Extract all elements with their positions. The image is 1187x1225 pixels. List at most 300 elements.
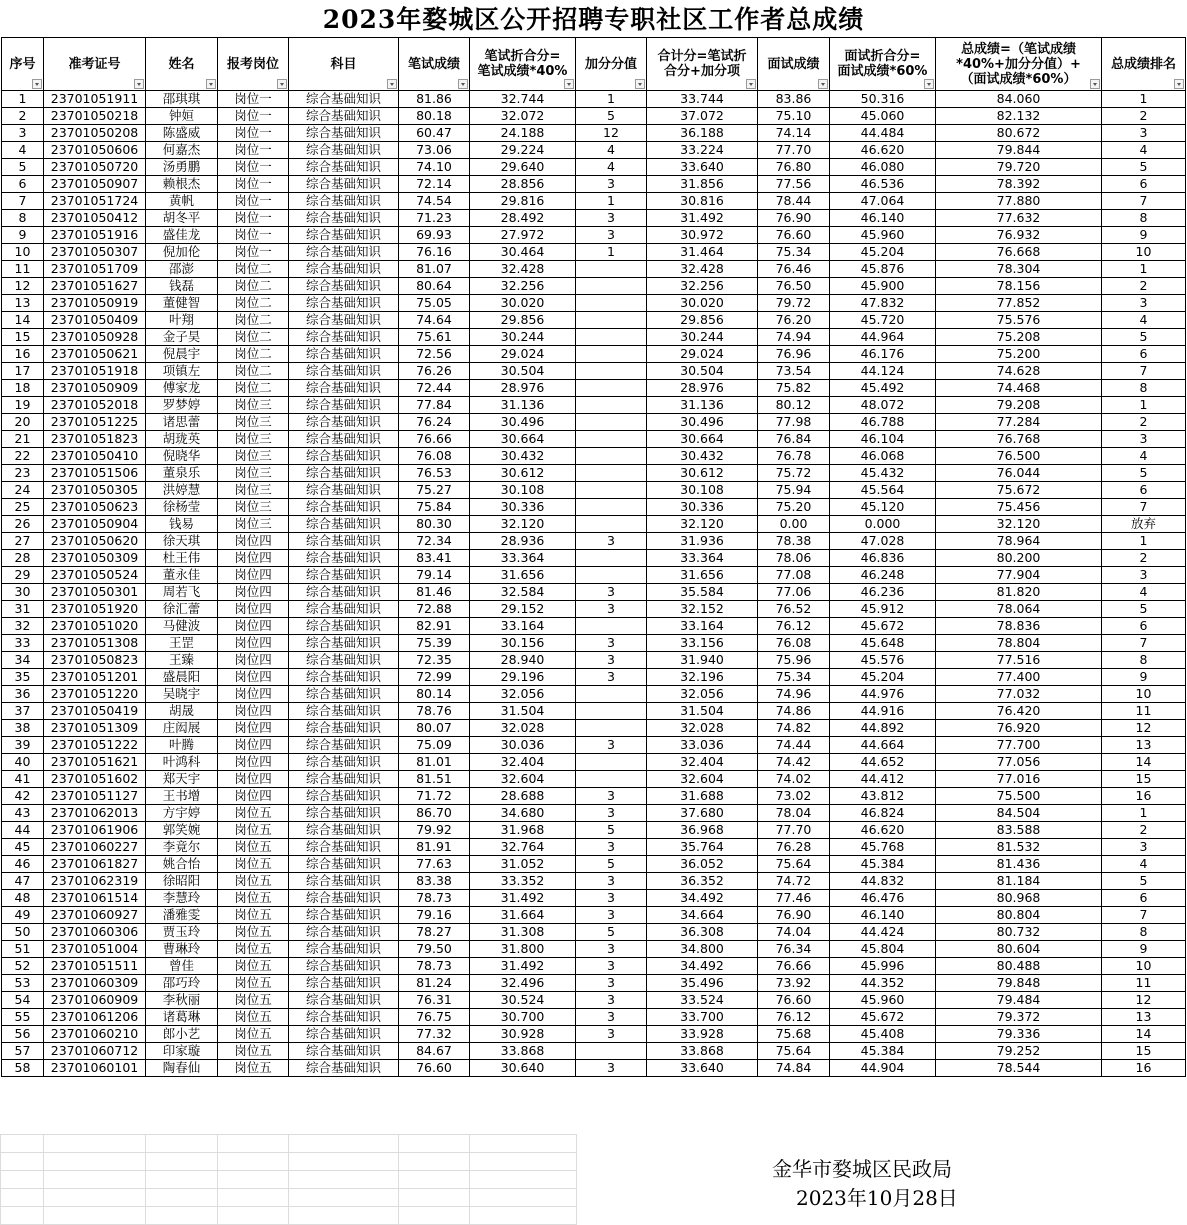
table-cell[interactable]: 45.960 <box>830 992 936 1009</box>
table-cell[interactable]: 30.108 <box>647 482 758 499</box>
table-cell[interactable]: 47.064 <box>830 193 936 210</box>
table-cell[interactable]: 80.07 <box>399 720 470 737</box>
table-cell[interactable]: 杜王伟 <box>146 550 218 567</box>
table-cell[interactable]: 23701050904 <box>44 516 146 533</box>
table-cell[interactable]: 5 <box>1102 873 1186 890</box>
table-cell[interactable]: 44.664 <box>830 737 936 754</box>
table-cell[interactable]: 46.788 <box>830 414 936 431</box>
table-cell[interactable]: 78.392 <box>936 176 1102 193</box>
table-cell[interactable]: 81.24 <box>399 975 470 992</box>
table-cell[interactable]: 郭笑婉 <box>146 822 218 839</box>
table-cell[interactable]: 岗位五 <box>218 992 289 1009</box>
table-cell[interactable]: 33 <box>2 635 44 652</box>
table-cell[interactable]: 33.224 <box>647 142 758 159</box>
table-cell[interactable]: 31.940 <box>647 652 758 669</box>
table-cell[interactable]: 曾佳 <box>146 958 218 975</box>
table-cell[interactable]: 74.86 <box>758 703 830 720</box>
table-cell[interactable]: 23701050301 <box>44 584 146 601</box>
table-cell[interactable]: 23701051220 <box>44 686 146 703</box>
table-cell[interactable]: 综合基础知识 <box>289 720 399 737</box>
table-cell[interactable]: 46.620 <box>830 822 936 839</box>
table-cell[interactable]: 76.50 <box>758 278 830 295</box>
table-cell[interactable]: 32.028 <box>647 720 758 737</box>
table-cell[interactable]: 方宇婷 <box>146 805 218 822</box>
table-cell[interactable]: 69.93 <box>399 227 470 244</box>
table-cell[interactable]: 52 <box>2 958 44 975</box>
table-cell[interactable] <box>576 295 647 312</box>
table-cell[interactable] <box>576 261 647 278</box>
table-cell[interactable]: 姚合怡 <box>146 856 218 873</box>
table-cell[interactable]: 5 <box>1102 159 1186 176</box>
filter-dropdown-icon[interactable] <box>1174 79 1184 89</box>
table-cell[interactable]: 78.836 <box>936 618 1102 635</box>
table-cell[interactable]: 王书增 <box>146 788 218 805</box>
table-cell[interactable]: 傅家龙 <box>146 380 218 397</box>
table-cell[interactable]: 23701050823 <box>44 652 146 669</box>
table-cell[interactable]: 岗位一 <box>218 227 289 244</box>
table-cell[interactable]: 81.91 <box>399 839 470 856</box>
table-cell[interactable]: 76.420 <box>936 703 1102 720</box>
table-cell[interactable]: 岗位五 <box>218 873 289 890</box>
table-cell[interactable]: 35.584 <box>647 584 758 601</box>
table-cell[interactable]: 77.32 <box>399 1026 470 1043</box>
table-cell[interactable]: 75.09 <box>399 737 470 754</box>
table-cell[interactable]: 8 <box>1102 210 1186 227</box>
table-cell[interactable]: 84.67 <box>399 1043 470 1060</box>
table-cell[interactable]: 45.120 <box>830 499 936 516</box>
table-cell[interactable]: 46.140 <box>830 210 936 227</box>
table-cell[interactable]: 79.208 <box>936 397 1102 414</box>
table-cell[interactable]: 80.672 <box>936 125 1102 142</box>
table-cell[interactable]: 29.024 <box>647 346 758 363</box>
table-cell[interactable]: 74.96 <box>758 686 830 703</box>
table-cell[interactable]: 综合基础知识 <box>289 176 399 193</box>
table-cell[interactable]: 78.44 <box>758 193 830 210</box>
table-cell[interactable]: 46.248 <box>830 567 936 584</box>
table-cell[interactable]: 综合基础知识 <box>289 261 399 278</box>
table-cell[interactable]: 7 <box>1102 907 1186 924</box>
table-cell[interactable]: 72.56 <box>399 346 470 363</box>
table-cell[interactable]: 23701050309 <box>44 550 146 567</box>
table-cell[interactable]: 23701051020 <box>44 618 146 635</box>
table-cell[interactable]: 综合基础知识 <box>289 1026 399 1043</box>
table-cell[interactable]: 综合基础知识 <box>289 125 399 142</box>
table-cell[interactable]: 24 <box>2 482 44 499</box>
table-cell[interactable]: 综合基础知识 <box>289 618 399 635</box>
table-cell[interactable]: 钟姮 <box>146 108 218 125</box>
table-cell[interactable]: 综合基础知识 <box>289 295 399 312</box>
table-cell[interactable]: 23701050621 <box>44 346 146 363</box>
table-cell[interactable]: 76.78 <box>758 448 830 465</box>
table-cell[interactable]: 金子昊 <box>146 329 218 346</box>
table-cell[interactable]: 80.14 <box>399 686 470 703</box>
table-cell[interactable]: 5 <box>2 159 44 176</box>
table-cell[interactable]: 综合基础知识 <box>289 1043 399 1060</box>
table-cell[interactable]: 80.30 <box>399 516 470 533</box>
table-cell[interactable]: 岗位五 <box>218 1026 289 1043</box>
table-cell[interactable]: 33.868 <box>470 1043 576 1060</box>
table-cell[interactable]: 77.98 <box>758 414 830 431</box>
table-cell[interactable] <box>576 448 647 465</box>
table-cell[interactable]: 29.224 <box>470 142 576 159</box>
table-cell[interactable]: 33.364 <box>647 550 758 567</box>
table-cell[interactable]: 综合基础知识 <box>289 822 399 839</box>
table-cell[interactable]: 77.516 <box>936 652 1102 669</box>
table-cell[interactable]: 78.156 <box>936 278 1102 295</box>
table-cell[interactable]: 岗位三 <box>218 448 289 465</box>
table-cell[interactable]: 31.504 <box>647 703 758 720</box>
table-cell[interactable]: 6 <box>2 176 44 193</box>
filter-dropdown-icon[interactable] <box>387 79 397 89</box>
table-cell[interactable]: 77.70 <box>758 822 830 839</box>
table-cell[interactable]: 72.44 <box>399 380 470 397</box>
table-cell[interactable]: 13 <box>1102 1009 1186 1026</box>
table-cell[interactable]: 综合基础知识 <box>289 550 399 567</box>
table-cell[interactable]: 何嘉杰 <box>146 142 218 159</box>
table-cell[interactable]: 岗位五 <box>218 907 289 924</box>
table-cell[interactable]: 18 <box>2 380 44 397</box>
table-cell[interactable]: 23701060309 <box>44 975 146 992</box>
table-cell[interactable]: 36.052 <box>647 856 758 873</box>
table-cell[interactable]: 74.84 <box>758 1060 830 1077</box>
table-cell[interactable] <box>576 431 647 448</box>
table-cell[interactable]: 30 <box>2 584 44 601</box>
table-cell[interactable]: 38 <box>2 720 44 737</box>
table-cell[interactable]: 岗位二 <box>218 380 289 397</box>
table-cell[interactable]: 31.136 <box>647 397 758 414</box>
table-cell[interactable]: 李秋丽 <box>146 992 218 1009</box>
table-cell[interactable]: 综合基础知识 <box>289 448 399 465</box>
table-cell[interactable]: 31.656 <box>470 567 576 584</box>
table-cell[interactable]: 11 <box>1102 975 1186 992</box>
table-cell[interactable]: 岗位四 <box>218 652 289 669</box>
table-cell[interactable]: 30.496 <box>470 414 576 431</box>
table-cell[interactable]: 84.060 <box>936 91 1102 108</box>
table-cell[interactable]: 33.524 <box>647 992 758 1009</box>
table-cell[interactable]: 赖根杰 <box>146 176 218 193</box>
table-cell[interactable]: 57 <box>2 1043 44 1060</box>
table-cell[interactable]: 28.940 <box>470 652 576 669</box>
table-cell[interactable]: 32.256 <box>647 278 758 295</box>
table-cell[interactable]: 23701050720 <box>44 159 146 176</box>
table-cell[interactable]: 46 <box>2 856 44 873</box>
table-cell[interactable]: 76.66 <box>399 431 470 448</box>
table-cell[interactable]: 34.492 <box>647 890 758 907</box>
table-cell[interactable]: 综合基础知识 <box>289 669 399 686</box>
table-cell[interactable]: 综合基础知识 <box>289 941 399 958</box>
table-cell[interactable]: 23701061206 <box>44 1009 146 1026</box>
table-cell[interactable]: 23701062319 <box>44 873 146 890</box>
table-cell[interactable]: 钱磊 <box>146 278 218 295</box>
table-cell[interactable]: 岗位五 <box>218 1043 289 1060</box>
table-cell[interactable] <box>576 703 647 720</box>
table-cell[interactable]: 32.744 <box>470 91 576 108</box>
table-cell[interactable]: 30.244 <box>647 329 758 346</box>
table-cell[interactable]: 岗位一 <box>218 91 289 108</box>
table-cell[interactable]: 76.34 <box>758 941 830 958</box>
table-cell[interactable]: 78.064 <box>936 601 1102 618</box>
filter-dropdown-icon[interactable] <box>458 79 468 89</box>
table-cell[interactable]: 项镇左 <box>146 363 218 380</box>
table-cell[interactable]: 岗位五 <box>218 856 289 873</box>
table-cell[interactable]: 岗位四 <box>218 635 289 652</box>
table-cell[interactable]: 叶翔 <box>146 312 218 329</box>
table-cell[interactable]: 综合基础知识 <box>289 873 399 890</box>
table-cell[interactable]: 74.64 <box>399 312 470 329</box>
table-cell[interactable]: 3 <box>576 635 647 652</box>
table-cell[interactable]: 30.020 <box>470 295 576 312</box>
table-cell[interactable]: 岗位四 <box>218 737 289 754</box>
table-cell[interactable]: 综合基础知识 <box>289 907 399 924</box>
table-cell[interactable]: 44.976 <box>830 686 936 703</box>
table-cell[interactable]: 23701051308 <box>44 635 146 652</box>
table-cell[interactable]: 45.768 <box>830 839 936 856</box>
table-cell[interactable]: 76.31 <box>399 992 470 1009</box>
table-cell[interactable]: 28.976 <box>647 380 758 397</box>
table-cell[interactable]: 23701050412 <box>44 210 146 227</box>
table-cell[interactable]: 岗位五 <box>218 941 289 958</box>
table-cell[interactable]: 综合基础知识 <box>289 805 399 822</box>
table-cell[interactable] <box>576 380 647 397</box>
table-cell[interactable]: 4 <box>2 142 44 159</box>
table-cell[interactable]: 31.492 <box>647 210 758 227</box>
table-cell[interactable]: 45.564 <box>830 482 936 499</box>
table-cell[interactable]: 33.744 <box>647 91 758 108</box>
table-cell[interactable]: 23701051911 <box>44 91 146 108</box>
table-cell[interactable]: 44.904 <box>830 1060 936 1077</box>
table-cell[interactable]: 2 <box>1102 108 1186 125</box>
table-cell[interactable]: 81.86 <box>399 91 470 108</box>
table-cell[interactable]: 23701051127 <box>44 788 146 805</box>
table-cell[interactable]: 综合基础知识 <box>289 227 399 244</box>
filter-dropdown-icon[interactable] <box>32 79 42 89</box>
table-cell[interactable] <box>576 550 647 567</box>
table-cell[interactable]: 45.492 <box>830 380 936 397</box>
table-cell[interactable]: 23701051309 <box>44 720 146 737</box>
table-cell[interactable]: 47.028 <box>830 533 936 550</box>
table-cell[interactable]: 23701060101 <box>44 1060 146 1077</box>
table-cell[interactable]: 27.972 <box>470 227 576 244</box>
table-cell[interactable]: 72.34 <box>399 533 470 550</box>
table-cell[interactable]: 3 <box>576 584 647 601</box>
filter-dropdown-icon[interactable] <box>818 79 828 89</box>
table-cell[interactable]: 48 <box>2 890 44 907</box>
table-cell[interactable]: 25 <box>2 499 44 516</box>
table-cell[interactable]: 23701061827 <box>44 856 146 873</box>
table-cell[interactable]: 23701050419 <box>44 703 146 720</box>
table-cell[interactable]: 77.63 <box>399 856 470 873</box>
table-cell[interactable]: 放弃 <box>1102 516 1186 533</box>
table-cell[interactable]: 78.38 <box>758 533 830 550</box>
table-cell[interactable]: 79.484 <box>936 992 1102 1009</box>
table-cell[interactable]: 28.856 <box>470 176 576 193</box>
table-cell[interactable]: 76.932 <box>936 227 1102 244</box>
table-cell[interactable]: 32.120 <box>470 516 576 533</box>
table-cell[interactable]: 综合基础知识 <box>289 465 399 482</box>
table-cell[interactable]: 80.488 <box>936 958 1102 975</box>
table-cell[interactable]: 76.08 <box>399 448 470 465</box>
table-cell[interactable]: 20 <box>2 414 44 431</box>
table-cell[interactable]: 岗位五 <box>218 822 289 839</box>
table-cell[interactable]: 76.75 <box>399 1009 470 1026</box>
table-cell[interactable]: 岗位四 <box>218 533 289 550</box>
table-cell[interactable]: 23701051602 <box>44 771 146 788</box>
table-cell[interactable]: 32 <box>2 618 44 635</box>
table-cell[interactable]: 岗位五 <box>218 924 289 941</box>
table-cell[interactable]: 3 <box>1102 839 1186 856</box>
table-cell[interactable]: 30.612 <box>470 465 576 482</box>
table-cell[interactable]: 35.764 <box>647 839 758 856</box>
table-cell[interactable]: 45.384 <box>830 1043 936 1060</box>
table-cell[interactable]: 30.464 <box>470 244 576 261</box>
table-cell[interactable]: 23 <box>2 465 44 482</box>
table-cell[interactable]: 29.640 <box>470 159 576 176</box>
table-cell[interactable]: 76.60 <box>758 227 830 244</box>
table-cell[interactable]: 32.428 <box>470 261 576 278</box>
table-cell[interactable]: 36.968 <box>647 822 758 839</box>
table-cell[interactable]: 31.856 <box>647 176 758 193</box>
table-cell[interactable]: 3 <box>576 805 647 822</box>
table-cell[interactable]: 岗位五 <box>218 1009 289 1026</box>
filter-dropdown-icon[interactable] <box>206 79 216 89</box>
table-cell[interactable]: 42 <box>2 788 44 805</box>
table-cell[interactable]: 岗位五 <box>218 805 289 822</box>
table-cell[interactable]: 44.652 <box>830 754 936 771</box>
table-cell[interactable]: 23701051004 <box>44 941 146 958</box>
table-cell[interactable]: 15 <box>1102 1043 1186 1060</box>
table-cell[interactable]: 综合基础知识 <box>289 278 399 295</box>
table-cell[interactable]: 0.000 <box>830 516 936 533</box>
table-cell[interactable]: 30.524 <box>470 992 576 1009</box>
table-cell[interactable]: 岗位三 <box>218 397 289 414</box>
filter-dropdown-icon[interactable] <box>635 79 645 89</box>
table-cell[interactable]: 32.056 <box>647 686 758 703</box>
table-cell[interactable]: 44 <box>2 822 44 839</box>
table-cell[interactable]: 岗位四 <box>218 754 289 771</box>
table-cell[interactable]: 30.336 <box>470 499 576 516</box>
table-cell[interactable]: 1 <box>1102 91 1186 108</box>
table-cell[interactable]: 30.504 <box>470 363 576 380</box>
filter-dropdown-icon[interactable] <box>746 79 756 89</box>
table-cell[interactable]: 33.640 <box>647 1060 758 1077</box>
table-cell[interactable]: 32.152 <box>647 601 758 618</box>
table-cell[interactable]: 32.120 <box>936 516 1102 533</box>
table-cell[interactable]: 76.500 <box>936 448 1102 465</box>
table-cell[interactable]: 3 <box>576 737 647 754</box>
table-cell[interactable]: 3 <box>1102 295 1186 312</box>
table-cell[interactable]: 86.70 <box>399 805 470 822</box>
table-cell[interactable]: 岗位一 <box>218 108 289 125</box>
table-cell[interactable]: 综合基础知识 <box>289 346 399 363</box>
table-cell[interactable]: 岗位四 <box>218 567 289 584</box>
table-cell[interactable]: 23701051920 <box>44 601 146 618</box>
table-cell[interactable]: 46.104 <box>830 431 936 448</box>
table-cell[interactable]: 29 <box>2 567 44 584</box>
table-cell[interactable]: 72.88 <box>399 601 470 618</box>
table-cell[interactable]: 14 <box>1102 1026 1186 1043</box>
table-cell[interactable]: 74.468 <box>936 380 1102 397</box>
table-cell[interactable]: 31.656 <box>647 567 758 584</box>
table-cell[interactable]: 11 <box>1102 703 1186 720</box>
table-cell[interactable]: 76.66 <box>758 958 830 975</box>
table-cell[interactable]: 31.688 <box>647 788 758 805</box>
table-cell[interactable]: 岗位二 <box>218 346 289 363</box>
table-cell[interactable]: 50 <box>2 924 44 941</box>
table-cell[interactable]: 45.960 <box>830 227 936 244</box>
table-cell[interactable]: 23701050307 <box>44 244 146 261</box>
table-cell[interactable]: 19 <box>2 397 44 414</box>
table-cell[interactable]: 陈盛威 <box>146 125 218 142</box>
table-cell[interactable]: 6 <box>1102 176 1186 193</box>
table-cell[interactable]: 岗位四 <box>218 788 289 805</box>
table-cell[interactable]: 83.588 <box>936 822 1102 839</box>
table-cell[interactable]: 44.412 <box>830 771 936 788</box>
table-cell[interactable]: 10 <box>1102 244 1186 261</box>
table-cell[interactable]: 1 <box>1102 533 1186 550</box>
table-cell[interactable]: 综合基础知识 <box>289 992 399 1009</box>
table-cell[interactable]: 80.604 <box>936 941 1102 958</box>
table-cell[interactable]: 76.16 <box>399 244 470 261</box>
table-cell[interactable]: 39 <box>2 737 44 754</box>
table-cell[interactable]: 23701051225 <box>44 414 146 431</box>
table-cell[interactable]: 35 <box>2 669 44 686</box>
table-cell[interactable]: 邵琪琪 <box>146 91 218 108</box>
table-cell[interactable]: 33.364 <box>470 550 576 567</box>
table-cell[interactable]: 倪晨宇 <box>146 346 218 363</box>
table-cell[interactable]: 综合基础知识 <box>289 856 399 873</box>
table-cell[interactable]: 77.46 <box>758 890 830 907</box>
table-cell[interactable]: 30.504 <box>647 363 758 380</box>
table-cell[interactable] <box>576 1043 647 1060</box>
table-cell[interactable]: 77.84 <box>399 397 470 414</box>
table-cell[interactable]: 王臻 <box>146 652 218 669</box>
table-cell[interactable]: 30.036 <box>470 737 576 754</box>
table-cell[interactable]: 51 <box>2 941 44 958</box>
table-cell[interactable]: 23701060927 <box>44 907 146 924</box>
table-cell[interactable]: 83.41 <box>399 550 470 567</box>
table-cell[interactable]: 40 <box>2 754 44 771</box>
table-cell[interactable]: 79.50 <box>399 941 470 958</box>
table-cell[interactable]: 46.140 <box>830 907 936 924</box>
table-cell[interactable]: 29.196 <box>470 669 576 686</box>
table-cell[interactable]: 2 <box>2 108 44 125</box>
table-cell[interactable]: 46.536 <box>830 176 936 193</box>
table-cell[interactable]: 76.12 <box>758 1009 830 1026</box>
table-cell[interactable]: 37.072 <box>647 108 758 125</box>
table-cell[interactable]: 45.384 <box>830 856 936 873</box>
table-cell[interactable]: 30.156 <box>470 635 576 652</box>
table-cell[interactable]: 3 <box>576 992 647 1009</box>
table-cell[interactable] <box>576 482 647 499</box>
table-cell[interactable]: 72.99 <box>399 669 470 686</box>
table-cell[interactable]: 王罡 <box>146 635 218 652</box>
table-cell[interactable]: 32.120 <box>647 516 758 533</box>
table-cell[interactable]: 3 <box>576 941 647 958</box>
table-cell[interactable]: 73.54 <box>758 363 830 380</box>
table-cell[interactable]: 4 <box>1102 142 1186 159</box>
table-cell[interactable]: 综合基础知识 <box>289 397 399 414</box>
table-cell[interactable]: 30.432 <box>470 448 576 465</box>
filter-dropdown-icon[interactable] <box>277 79 287 89</box>
table-cell[interactable]: 5 <box>576 822 647 839</box>
table-cell[interactable]: 76.96 <box>758 346 830 363</box>
table-cell[interactable]: 董永佳 <box>146 567 218 584</box>
table-cell[interactable]: 岗位四 <box>218 584 289 601</box>
table-cell[interactable]: 28.492 <box>470 210 576 227</box>
table-cell[interactable]: 41 <box>2 771 44 788</box>
table-cell[interactable]: 31.464 <box>647 244 758 261</box>
table-cell[interactable]: 23701050409 <box>44 312 146 329</box>
